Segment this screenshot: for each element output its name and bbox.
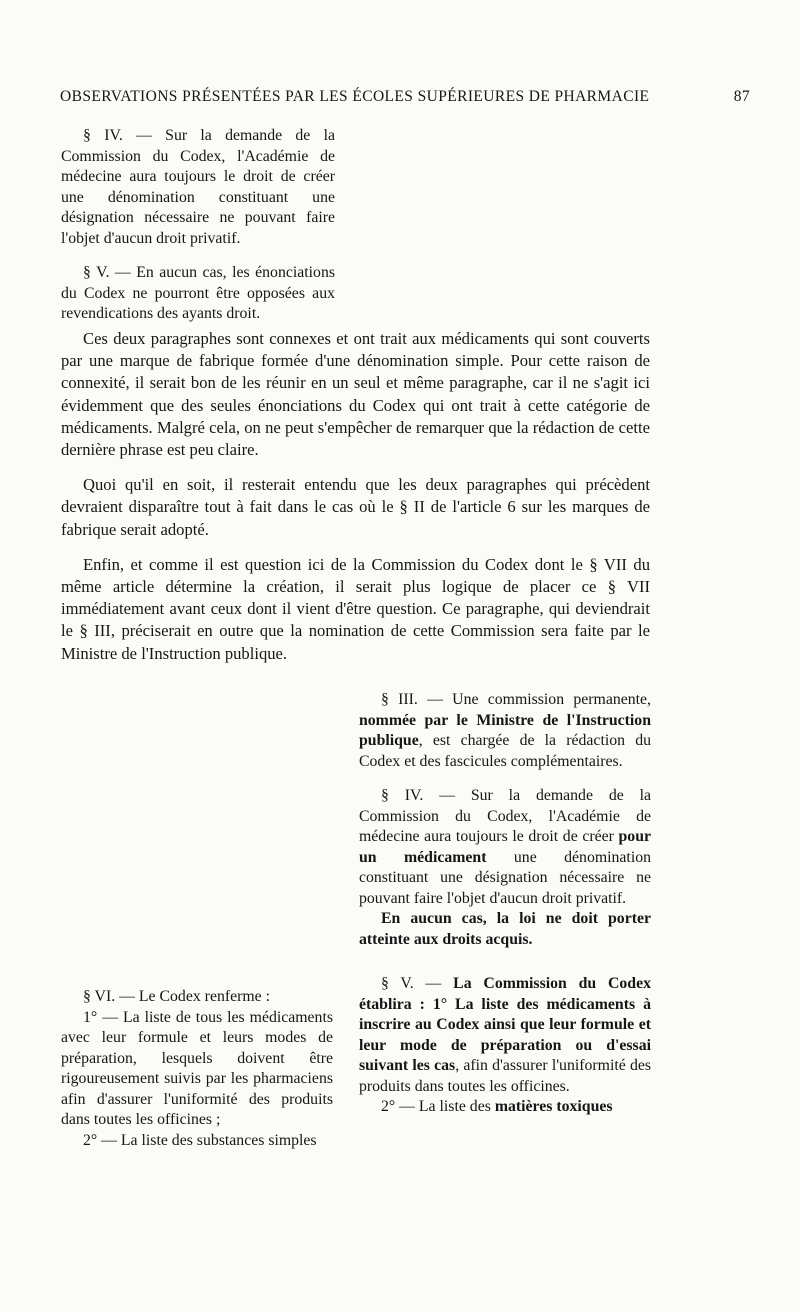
right-paragraph-iv — [359, 786, 651, 909]
page-number: 87 — [733, 88, 750, 105]
right-v-text-c: , afin d'assurer l'uniformité des produits dans toutes les officines. — [359, 1057, 652, 1095]
right-iv-text-c: une dénomination constituant une désignation nécessaire ne pouvant faire l'objet d'aucun droit privatif. — [359, 848, 652, 907]
right-iv-bold: pour un médicament — [359, 828, 651, 866]
right-column — [359, 690, 651, 1118]
right-paragraph-iii — [359, 690, 651, 772]
header-title: OBSERVATIONS PRÉSENTÉES PAR LES ÉCOLES SUPÉRIEURES DE PHARMACIE — [60, 88, 650, 105]
right-iii-text-c: , est chargée de la rédaction du Codex et des fascicules complémentaires. — [359, 732, 651, 770]
right-v-text-a: § V. — — [381, 975, 442, 992]
right-iii-bold: nommée par le Ministre de l'Instruction publique — [359, 711, 651, 749]
left-paragraph-v: § V. — En aucun cas, les énonciations du Codex ne pourront être opposées aux revendications des ayants droit. — [61, 264, 335, 322]
body-paragraph-1: Ces deux paragraphes sont connexes et ont trait aux médicaments qui sont couverts par une marque de fabrique formée d'une dénomination simple. Pour cette raison de connexité, il serait bon de les réunir en un seul et même paragraphe, car il ne s'agit ici évidemment que des seules énonciations du Codex qui ont trait à cette catégorie de médicaments. Malgré cela, on ne peut s'empêcher de remarquer que la rédaction de cette dernière phrase est peu claire. — [61, 329, 650, 460]
right-iii-text-a: § III. — Une commission permanente, — [381, 691, 651, 708]
body-paragraph-2: Quoi qu'il en soit, il resterait entendu que les deux paragraphes qui précèdent devraient disparaître tout à fait dans le cas où le § II de l'article 6 sur les marques de fabrique serait adopté. — [61, 475, 650, 539]
left-paragraph-iv: § IV. — Sur la demande de la Commission du Codex, l'Académie de médecine aura toujours le droit de créer une dénomination constituant une désignation nécessaire ne pouvant faire l'objet d'aucun droit privatif. — [61, 127, 335, 247]
right-v-item-2-bold: matières toxiques — [494, 1098, 613, 1115]
left-vi-item-2: 2° — La liste des substances simples — [83, 1131, 317, 1149]
right-iv-text-a: § IV. — Sur la demande de la Commission du Codex, l'Académie de médecine aura toujours le droit de créer — [359, 787, 651, 845]
left-column-bottom — [61, 987, 333, 1151]
running-header — [60, 88, 750, 106]
main-body — [61, 328, 650, 678]
right-v-bold: La Commission du Codex établira : 1° La liste des médicaments à inscrire au Codex ainsi que leur formule et leur mode de préparation ou d'essai suivant les cas — [359, 975, 651, 1074]
right-v-item-2 — [359, 1097, 651, 1118]
body-paragraph-3: Enfin, et comme il est question ici de la Commission du Codex dont le § VII du même article détermine la création, il serait plus logique de placer ce § VII immédiatement avant ceux dont il vient d'être question. Ce paragraphe, qui deviendrait le § III, préciserait en outre que la nomination de cette Commission sera faite par le Ministre de l'Instruction publique. — [61, 554, 650, 663]
left-vi-item-1: 1° — La liste de tous les médicaments avec leur formule et leurs modes de préparation, lesquels doivent être rigoureusement suivis par les pharmaciens afin d'assurer l'uniformité des produits dans toutes les officines ; — [61, 1008, 333, 1128]
left-paragraph-vi: § VI. — Le Codex renferme : — [83, 988, 271, 1005]
right-paragraph-v — [359, 974, 651, 1097]
left-column-top — [61, 126, 335, 325]
right-iv-addition: En aucun cas, la loi ne doit porter atteinte aux droits acquis. — [359, 910, 651, 948]
right-v-item-2-text: 2° — La liste des — [381, 1098, 491, 1115]
